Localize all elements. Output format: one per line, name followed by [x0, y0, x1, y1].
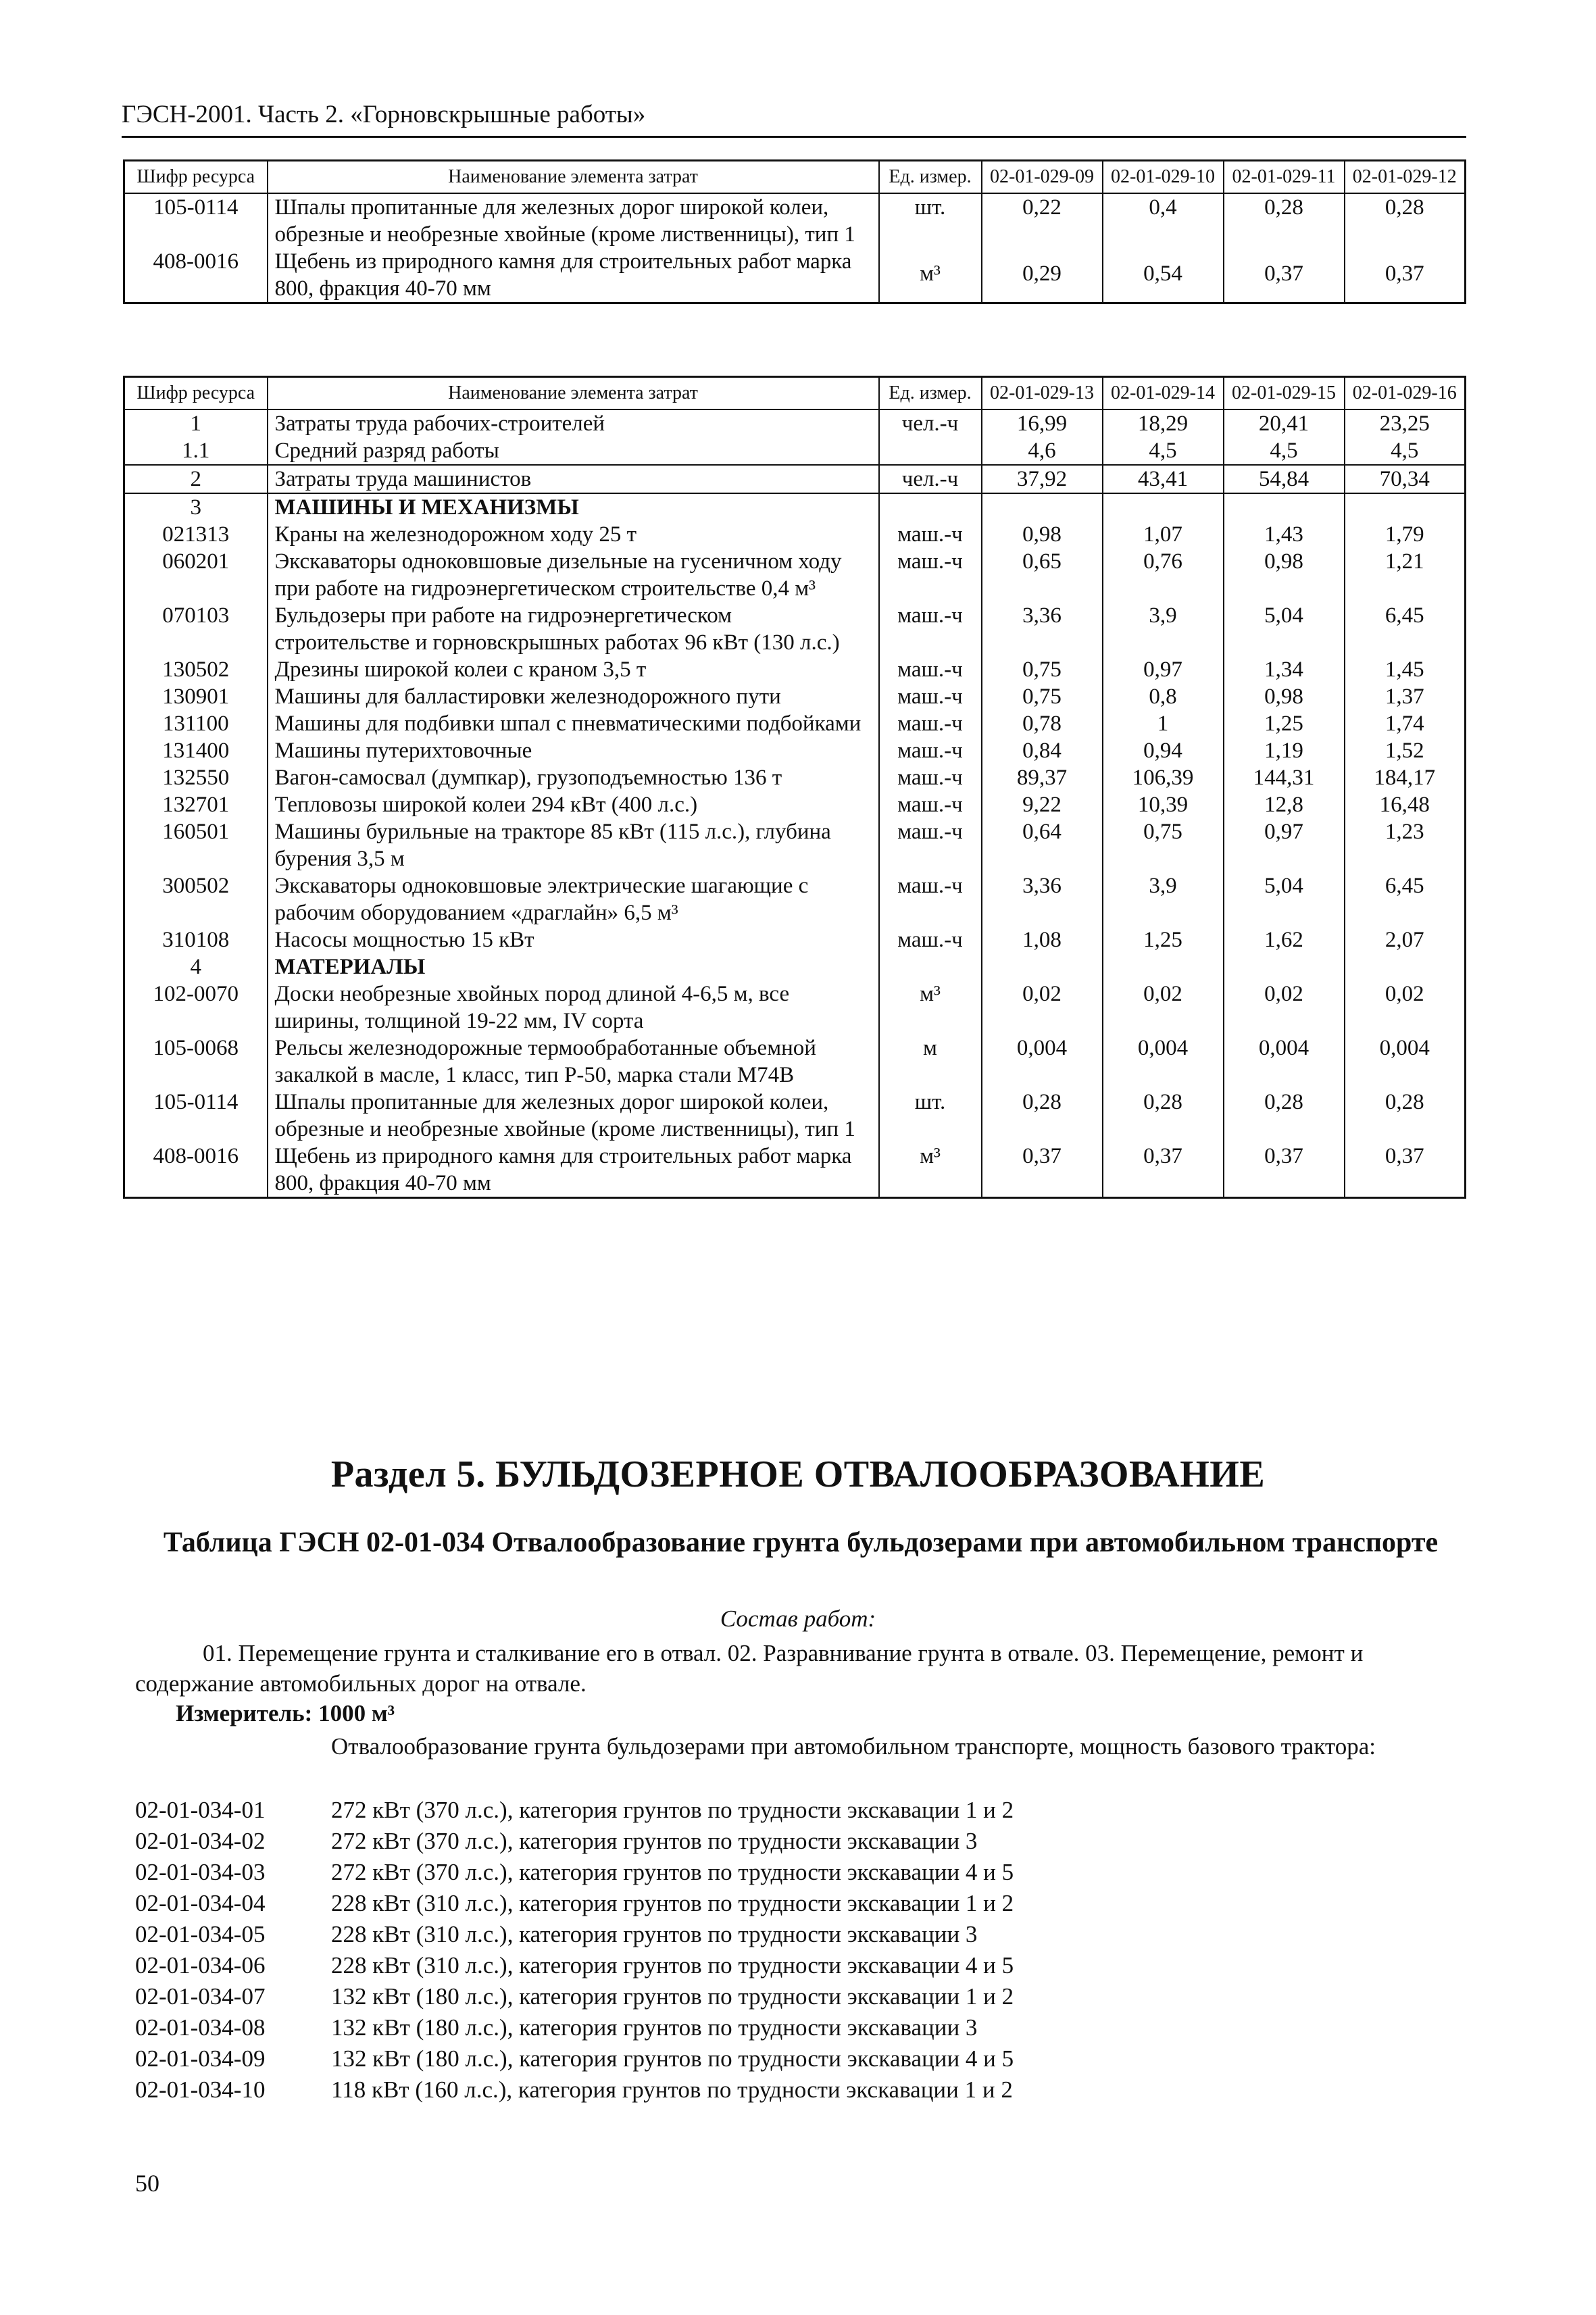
value-cell: 0,29	[982, 248, 1103, 303]
value-cell: 1,62	[1224, 926, 1345, 953]
value-cell: 3,9	[1103, 602, 1224, 656]
value-cell: 144,31	[1224, 764, 1345, 791]
value-cell: 43,41	[1103, 465, 1224, 493]
value-cell	[1224, 953, 1345, 980]
resource-code: 300502	[124, 872, 268, 926]
resource-code: 021313	[124, 521, 268, 548]
value-cell	[1103, 493, 1224, 521]
unit: маш.-ч	[879, 818, 982, 872]
unit: маш.-ч	[879, 521, 982, 548]
norm-item	[135, 1857, 1473, 1888]
value-cell: 0,97	[1224, 818, 1345, 872]
value-cell: 0,84	[982, 737, 1103, 764]
table-row	[124, 818, 1466, 872]
value-cell: 9,22	[982, 791, 1103, 818]
cost-table-2	[123, 376, 1466, 1199]
table-row	[124, 548, 1466, 602]
norm-code: 02-01-034-09	[135, 2045, 266, 2072]
value-cell: 1,45	[1345, 656, 1466, 683]
value-cell: 3,36	[982, 872, 1103, 926]
resource-code: 105-0114	[124, 1089, 268, 1143]
cost-element-name: Средний разряд работы	[268, 437, 879, 465]
value-cell: 4,6	[982, 437, 1103, 465]
page-number: 50	[135, 2170, 159, 2197]
value-cell: 4,5	[1224, 437, 1345, 465]
cost-element-name: Экскаваторы одноковшовые электрические шагающие с рабочим оборудованием «драглайн» 6,5 м³	[268, 872, 879, 926]
cost-element-name: Тепловозы широкой колеи 294 кВт (400 л.с.)	[268, 791, 879, 818]
value-cell: 1,43	[1224, 521, 1345, 548]
unit	[879, 953, 982, 980]
resource-code: 310108	[124, 926, 268, 953]
norm-text: 132 кВт (180 л.с.), категория грунтов по трудности экскавации 4 и 5	[331, 2045, 1014, 2072]
norm-code: 02-01-034-03	[135, 1859, 266, 1885]
cost-element-name: Доски необрезные хвойных пород длиной 4-6,5 м, все ширины, толщиной 19-22 мм, IV сорта	[268, 980, 879, 1035]
table-row	[124, 710, 1466, 737]
resource-code: 131100	[124, 710, 268, 737]
value-cell: 0,004	[1103, 1035, 1224, 1089]
cost-element-name: Машины для подбивки шпал с пневматическими подбойками	[268, 710, 879, 737]
norm-text: 272 кВт (370 л.с.), категория грунтов по трудности экскавации 3	[331, 1828, 978, 1854]
cost-element-name: Дрезины широкой колеи с краном 3,5 т	[268, 656, 879, 683]
table-row	[124, 193, 1466, 248]
norm-text: 132 кВт (180 л.с.), категория грунтов по трудности экскавации 1 и 2	[331, 1983, 1014, 2010]
resource-code: 408-0016	[124, 1143, 268, 1198]
value-cell: 23,25	[1345, 409, 1466, 437]
norm-text: 228 кВт (310 л.с.), категория грунтов по трудности экскавации 1 и 2	[331, 1890, 1014, 1916]
norm-code: 02-01-034-08	[135, 2014, 266, 2041]
works-label: Состав работ:	[720, 1605, 876, 1632]
cost-element-name: Щебень из природного камня для строительных работ марка 800, фракция 40-70 мм	[268, 248, 879, 303]
value-cell: 1,25	[1103, 926, 1224, 953]
table-caption: Таблица ГЭСН 02-01-034 Отвалообразование грунта бульдозерами при автомобильном транспорте	[163, 1527, 1439, 1558]
value-cell: 0,64	[982, 818, 1103, 872]
table-row	[124, 493, 1466, 521]
value-cell: 0,98	[1224, 683, 1345, 710]
value-cell: 0,65	[982, 548, 1103, 602]
cost-element-name: Щебень из природного камня для строительных работ марка 800, фракция 40-70 мм	[268, 1143, 879, 1198]
cost-element-name: Экскаваторы одноковшовые дизельные на гусеничном ходу при работе на гидроэнергетическом строительстве 0,4 м³	[268, 548, 879, 602]
table-row	[124, 791, 1466, 818]
value-cell: 0,004	[1224, 1035, 1345, 1089]
table-row	[124, 1143, 1466, 1198]
value-cell: 10,39	[1103, 791, 1224, 818]
norm-code: 02-01-034-04	[135, 1890, 266, 1916]
table-row	[124, 683, 1466, 710]
resource-code: 2	[124, 465, 268, 493]
norm-item	[135, 1795, 1473, 1826]
table-row	[124, 980, 1466, 1035]
column-header: Ед. измер.	[879, 377, 982, 410]
page-header: ГЭСН-2001. Часть 2. «Горновскрышные работы»	[122, 100, 1466, 138]
value-cell: 0,75	[982, 656, 1103, 683]
unit: маш.-ч	[879, 926, 982, 953]
column-header: 02-01-029-12	[1345, 161, 1466, 194]
value-cell: 1,52	[1345, 737, 1466, 764]
value-cell: 4,5	[1345, 437, 1466, 465]
table-row	[124, 1035, 1466, 1089]
value-cell: 0,98	[1224, 548, 1345, 602]
resource-code: 132550	[124, 764, 268, 791]
value-cell: 0,37	[1345, 248, 1466, 303]
norm-text: 272 кВт (370 л.с.), категория грунтов по трудности экскавации 1 и 2	[331, 1797, 1014, 1823]
value-cell: 0,37	[982, 1143, 1103, 1198]
norm-item	[135, 1826, 1473, 1857]
value-cell: 106,39	[1103, 764, 1224, 791]
value-cell: 0,28	[1224, 193, 1345, 248]
resource-code: 102-0070	[124, 980, 268, 1035]
resource-code: 160501	[124, 818, 268, 872]
column-header: Ед. измер.	[879, 161, 982, 194]
norm-item	[135, 1919, 1473, 1950]
value-cell: 5,04	[1224, 602, 1345, 656]
norm-item	[135, 1950, 1473, 1981]
value-cell: 0,94	[1103, 737, 1224, 764]
value-cell: 4,5	[1103, 437, 1224, 465]
value-cell: 6,45	[1345, 872, 1466, 926]
column-header: Наименование элемента затрат	[268, 161, 879, 194]
cost-element-name: Машины путерихтовочные	[268, 737, 879, 764]
column-header: 02-01-029-10	[1103, 161, 1224, 194]
table-row	[124, 872, 1466, 926]
unit: маш.-ч	[879, 602, 982, 656]
value-cell: 0,28	[1345, 1089, 1466, 1143]
value-cell	[1224, 493, 1345, 521]
resource-code: 105-0068	[124, 1035, 268, 1089]
value-cell: 0,4	[1103, 193, 1224, 248]
norm-item	[135, 1888, 1473, 1919]
value-cell: 0,8	[1103, 683, 1224, 710]
value-cell: 0,97	[1103, 656, 1224, 683]
resource-code: 105-0114	[124, 193, 268, 248]
cost-element-name: Машины бурильные на тракторе 85 кВт (115 л.с.), глубина бурения 3,5 м	[268, 818, 879, 872]
value-cell: 0,004	[1345, 1035, 1466, 1089]
table-row	[124, 737, 1466, 764]
value-cell: 0,75	[982, 683, 1103, 710]
value-cell: 0,37	[1103, 1143, 1224, 1198]
value-cell: 0,76	[1103, 548, 1224, 602]
value-cell: 3,9	[1103, 872, 1224, 926]
works-text: 01. Перемещение грунта и сталкивание его в отвал. 02. Разравнивание грунта в отвале. 03. Перемещение, ремонт и содержание автомобильных дорог на отвале.	[135, 1640, 1364, 1697]
table-row	[124, 656, 1466, 683]
value-cell: 6,45	[1345, 602, 1466, 656]
resource-code: 3	[124, 493, 268, 521]
value-cell: 0,02	[1345, 980, 1466, 1035]
value-cell: 1,08	[982, 926, 1103, 953]
value-cell	[982, 953, 1103, 980]
norm-text: 228 кВт (310 л.с.), категория грунтов по трудности экскавации 4 и 5	[331, 1952, 1014, 1978]
value-cell: 0,37	[1224, 1143, 1345, 1198]
column-header: Шифр ресурса	[124, 161, 268, 194]
table-row	[124, 521, 1466, 548]
norm-item	[135, 1981, 1473, 2012]
value-cell: 1,19	[1224, 737, 1345, 764]
cost-element-name: Бульдозеры при работе на гидроэнергетическом строительстве и горновскрышных работах 96 кВт (130 л.с.)	[268, 602, 879, 656]
value-cell: 3,36	[982, 602, 1103, 656]
value-cell: 0,02	[982, 980, 1103, 1035]
cost-element-name: Затраты труда рабочих-строителей	[268, 409, 879, 437]
norm-item	[135, 2043, 1473, 2074]
value-cell: 1,25	[1224, 710, 1345, 737]
value-cell: 1,34	[1224, 656, 1345, 683]
value-cell: 184,17	[1345, 764, 1466, 791]
unit: м	[879, 1035, 982, 1089]
unit	[879, 493, 982, 521]
resource-code: 408-0016	[124, 248, 268, 303]
value-cell	[1103, 953, 1224, 980]
value-cell: 0,75	[1103, 818, 1224, 872]
unit: м³	[879, 1143, 982, 1198]
section-title: Раздел 5. БУЛЬДОЗЕРНОЕ ОТВАЛООБРАЗОВАНИЕ	[330, 1453, 1266, 1495]
value-cell: 0,02	[1224, 980, 1345, 1035]
cost-element-name: Машины для балластировки железнодорожного пути	[268, 683, 879, 710]
value-cell: 0,98	[982, 521, 1103, 548]
cost-element-name: МАТЕРИАЛЫ	[268, 953, 879, 980]
value-cell: 0,37	[1345, 1143, 1466, 1198]
cost-element-name: Краны на железнодорожном ходу 25 т	[268, 521, 879, 548]
unit: чел.-ч	[879, 409, 982, 437]
value-cell: 1	[1103, 710, 1224, 737]
norm-text: 118 кВт (160 л.с.), категория грунтов по трудности экскавации 1 и 2	[331, 2076, 1013, 2103]
value-cell: 1,74	[1345, 710, 1466, 737]
unit: маш.-ч	[879, 872, 982, 926]
norm-text: 228 кВт (310 л.с.), категория грунтов по трудности экскавации 3	[331, 1921, 978, 1947]
value-cell: 1,21	[1345, 548, 1466, 602]
resource-code: 070103	[124, 602, 268, 656]
value-cell: 16,99	[982, 409, 1103, 437]
column-header: 02-01-029-13	[982, 377, 1103, 410]
resource-code: 1.1	[124, 437, 268, 465]
value-cell: 2,07	[1345, 926, 1466, 953]
table-row	[124, 953, 1466, 980]
table-row	[124, 764, 1466, 791]
value-cell: 0,37	[1224, 248, 1345, 303]
cost-element-name: Вагон-самосвал (думпкар), грузоподъемностью 136 т	[268, 764, 879, 791]
column-header: Шифр ресурса	[124, 377, 268, 410]
norm-code: 02-01-034-07	[135, 1983, 266, 2010]
norm-text: 132 кВт (180 л.с.), категория грунтов по трудности экскавации 3	[331, 2014, 978, 2041]
norm-code: 02-01-034-01	[135, 1797, 266, 1823]
resource-code: 1	[124, 409, 268, 437]
value-cell: 0,28	[1224, 1089, 1345, 1143]
unit: м³	[879, 980, 982, 1035]
measure-unit: Измеритель: 1000 м³	[176, 1700, 395, 1726]
norm-code: 02-01-034-05	[135, 1921, 266, 1947]
column-header: 02-01-029-11	[1224, 161, 1345, 194]
resource-code: 130502	[124, 656, 268, 683]
table-row	[124, 926, 1466, 953]
value-cell	[1345, 953, 1466, 980]
cost-element-name: Шпалы пропитанные для железных дорог широкой колеи, обрезные и необрезные хвойные (кроме лиственницы), тип 1	[268, 193, 879, 248]
value-cell: 70,34	[1345, 465, 1466, 493]
unit: шт.	[879, 1089, 982, 1143]
value-cell: 20,41	[1224, 409, 1345, 437]
norm-item	[135, 2012, 1473, 2043]
value-cell: 1,23	[1345, 818, 1466, 872]
value-cell: 0,004	[982, 1035, 1103, 1089]
norm-list	[135, 1795, 1473, 2106]
norm-text: 272 кВт (370 л.с.), категория грунтов по трудности экскавации 4 и 5	[331, 1859, 1014, 1885]
column-header: 02-01-029-16	[1345, 377, 1466, 410]
value-cell: 89,37	[982, 764, 1103, 791]
value-cell: 0,28	[1103, 1089, 1224, 1143]
resource-code: 4	[124, 953, 268, 980]
norm-description: Отвалообразование грунта бульдозерами при автомобильном транспорте, мощность базового трактора:	[331, 1733, 1376, 1760]
table-row	[124, 437, 1466, 465]
value-cell: 0,78	[982, 710, 1103, 737]
cost-element-name: Затраты труда машинистов	[268, 465, 879, 493]
value-cell: 1,79	[1345, 521, 1466, 548]
value-cell	[1345, 493, 1466, 521]
table-row	[124, 248, 1466, 303]
norm-code: 02-01-034-06	[135, 1952, 266, 1978]
value-cell: 1,37	[1345, 683, 1466, 710]
value-cell: 18,29	[1103, 409, 1224, 437]
value-cell: 5,04	[1224, 872, 1345, 926]
unit: шт.	[879, 193, 982, 248]
resource-code: 132701	[124, 791, 268, 818]
resource-code: 130901	[124, 683, 268, 710]
value-cell: 0,28	[982, 1089, 1103, 1143]
cost-element-name: Рельсы железнодорожные термообработанные объемной закалкой в масле, 1 класс, тип Р-50, марка стали М74В	[268, 1035, 879, 1089]
unit: маш.-ч	[879, 683, 982, 710]
value-cell: 0,54	[1103, 248, 1224, 303]
unit: маш.-ч	[879, 737, 982, 764]
value-cell: 0,22	[982, 193, 1103, 248]
norm-code: 02-01-034-02	[135, 1828, 266, 1854]
column-header: 02-01-029-15	[1224, 377, 1345, 410]
value-cell: 0,02	[1103, 980, 1224, 1035]
unit: маш.-ч	[879, 656, 982, 683]
value-cell: 16,48	[1345, 791, 1466, 818]
norm-code: 02-01-034-10	[135, 2076, 266, 2103]
unit: маш.-ч	[879, 710, 982, 737]
column-header: Наименование элемента затрат	[268, 377, 879, 410]
value-cell: 37,92	[982, 465, 1103, 493]
unit: маш.-ч	[879, 764, 982, 791]
column-header: 02-01-029-14	[1103, 377, 1224, 410]
table-row	[124, 1089, 1466, 1143]
value-cell: 1,07	[1103, 521, 1224, 548]
resource-code: 060201	[124, 548, 268, 602]
value-cell	[982, 493, 1103, 521]
value-cell: 54,84	[1224, 465, 1345, 493]
value-cell: 0,28	[1345, 193, 1466, 248]
unit	[879, 437, 982, 465]
unit: маш.-ч	[879, 548, 982, 602]
cost-table-1	[123, 159, 1466, 304]
unit: чел.-ч	[879, 465, 982, 493]
cost-element-name: МАШИНЫ И МЕХАНИЗМЫ	[268, 493, 879, 521]
column-header: 02-01-029-09	[982, 161, 1103, 194]
value-cell: 12,8	[1224, 791, 1345, 818]
norm-item	[135, 2074, 1473, 2106]
table-row	[124, 409, 1466, 437]
cost-element-name: Шпалы пропитанные для железных дорог широкой колеи, обрезные и необрезные хвойные (кроме лиственницы), тип 1	[268, 1089, 879, 1143]
cost-element-name: Насосы мощностью 15 кВт	[268, 926, 879, 953]
table-row	[124, 465, 1466, 493]
resource-code: 131400	[124, 737, 268, 764]
unit: маш.-ч	[879, 791, 982, 818]
table-row	[124, 602, 1466, 656]
unit: м³	[879, 248, 982, 303]
